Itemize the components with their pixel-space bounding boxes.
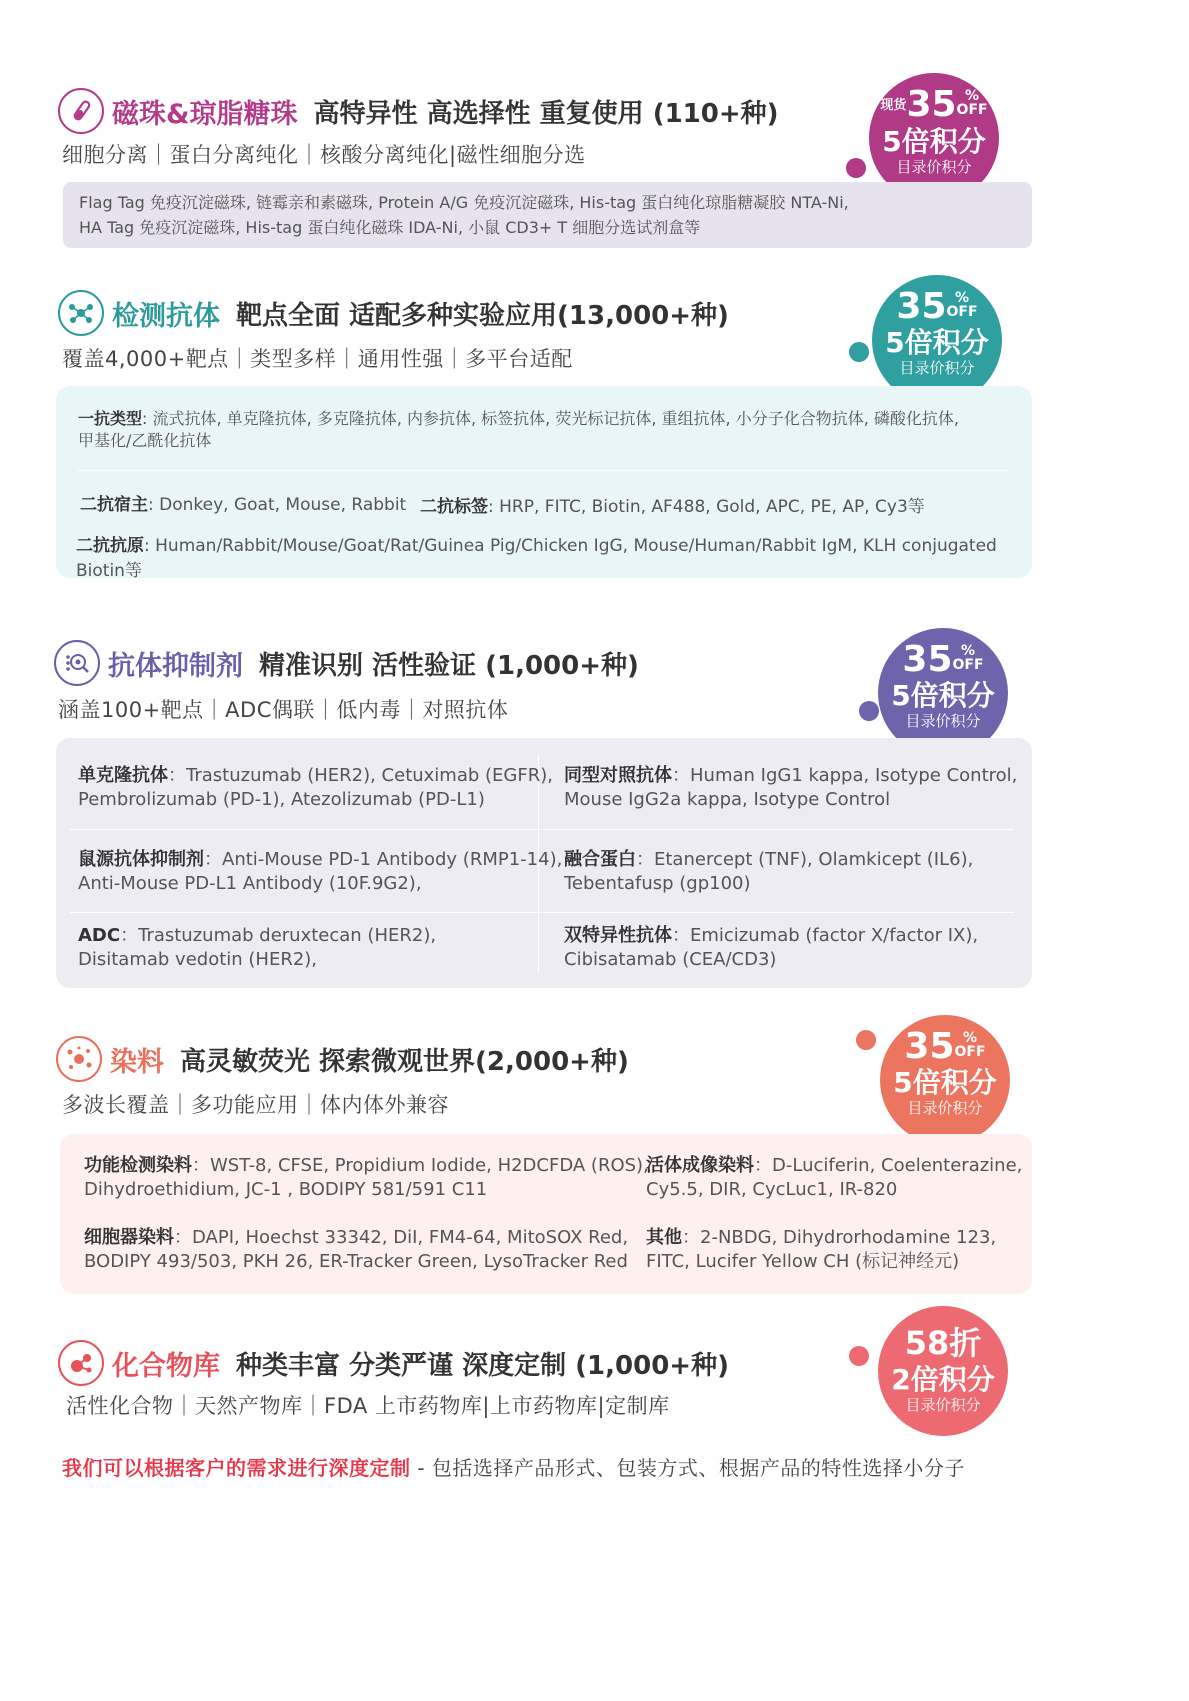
decor-dot: [859, 701, 879, 721]
badge-percent: 35: [902, 639, 953, 680]
secondary-antigen: 二抗抗原: Human/Rabbit/Mouse/Goat/Rat/Guinea Pig/Chicken IgG, Mouse/Human/Rabbit IgM, KLH conjugated Biotin等: [76, 536, 997, 581]
customization-note: [62, 1452, 965, 1481]
discount-badge: [878, 1306, 1008, 1436]
product-cell: 双特异性抗体：Emicizumab (factor X/factor IX), Cibisatamab (CEA/CD3): [564, 925, 979, 970]
product-line: Flag Tag 免疫沉淀磁珠, 链霉亲和素磁珠, Protein A/G 免疫沉淀磁珠, His-tag 蛋白纯化琼脂糖凝胶 NTA-Ni,: [79, 193, 849, 212]
category-title: 染料: [110, 1046, 164, 1078]
badge-note: 目录价积分: [905, 1396, 981, 1414]
divider: [78, 470, 1008, 471]
badge-percent: 35: [906, 84, 957, 125]
badge-points: 2倍积分: [891, 1363, 995, 1396]
section-header-inhibitors: [54, 640, 639, 686]
category-title: 化合物库: [112, 1350, 220, 1382]
divider: [70, 912, 1014, 913]
badge-percent: 35: [904, 1026, 955, 1067]
molecule-icon: [58, 290, 104, 336]
product-line: HA Tag 免疫沉淀磁珠, His-tag 蛋白纯化磁珠 IDA-Ni, 小鼠 CD3+ T 细胞分选试剂盒等: [79, 218, 701, 237]
badge-points: 5倍积分: [891, 679, 995, 712]
badge-points: 5倍积分: [893, 1066, 997, 1099]
discount-badge: 35 % OFF 5倍积分 目录价积分: [880, 1015, 1010, 1145]
badge-off: OFF: [952, 657, 984, 673]
product-box: [63, 182, 1032, 248]
category-features: 多波长覆盖｜多功能应用｜体内体外兼容: [62, 1093, 449, 1117]
flask-icon: [58, 1340, 104, 1386]
product-cell: 鼠源抗体抑制剂：Anti-Mouse PD-1 Antibody (RMP1-14), Anti-Mouse PD-L1 Antibody (10F.9G2),: [78, 849, 563, 894]
decor-dot: [856, 1030, 876, 1050]
category-tagline: 高特异性 高选择性 重复使用 (110+种): [313, 98, 779, 129]
badge-percent: 35: [896, 286, 947, 327]
category-title: 抗体抑制剂: [108, 650, 243, 682]
secondary-host: 二抗宿主: Donkey, Goat, Mouse, Rabbit: [80, 495, 407, 515]
badge-off: OFF: [946, 304, 978, 320]
product-cell: 同型对照抗体：Human IgG1 kappa, Isotype Control, Mouse IgG2a kappa, Isotype Control: [564, 765, 1018, 810]
section-header-antibodies: [58, 290, 729, 336]
test-tube-icon: [58, 88, 104, 134]
product-grid: [56, 738, 1032, 988]
section-header-beads: [58, 88, 779, 134]
badge-off: OFF: [954, 1044, 986, 1060]
category-tagline: 精准识别 活性验证 (1,000+种): [259, 650, 639, 681]
badge-note: 目录价积分: [896, 158, 972, 176]
badge-note: 目录价积分: [899, 359, 975, 377]
primary-antibody-types-cont: 甲基化/乙酰化抗体: [78, 431, 212, 450]
section-header-dyes: [56, 1036, 629, 1082]
badge-points: 5倍积分: [885, 326, 989, 359]
product-cell: 活体成像染料：D-Luciferin, Coelenterazine, Cy5.5, DIR, CycLuc1, IR-820: [646, 1155, 1023, 1200]
search-magnifier-icon: [54, 640, 100, 686]
badge-prefix: 现货: [880, 98, 907, 113]
discount-badge: 现货35 % OFF 5倍积分 目录价积分: [869, 73, 999, 203]
category-title: 检测抗体: [112, 300, 220, 332]
product-grid: [60, 1134, 1032, 1294]
category-title: 磁珠&琼脂糖珠: [112, 98, 298, 130]
product-cell: 其他：2-NBDG, Dihydrorhodamine 123, FITC, Lucifer Yellow CH (标记神经元): [646, 1227, 997, 1272]
fluorescence-icon: [56, 1036, 102, 1082]
category-features: 覆盖4,000+靶点｜类型多样｜通用性强｜多平台适配: [62, 347, 573, 371]
product-cell: 单克隆抗体：Trastuzumab (HER2), Cetuximab (EGFR), Pembrolizumab (PD-1), Atezolizumab (PD-L1): [78, 765, 553, 810]
category-tagline: 靶点全面 适配多种实验应用(13,000+种): [236, 300, 729, 331]
badge-note: 目录价积分: [907, 1099, 983, 1117]
discount-badge: 35 % OFF 5倍积分 目录价积分: [872, 275, 1002, 405]
discount-badge: 35 % OFF 5倍积分 目录价积分: [878, 628, 1008, 758]
decor-dot: [846, 158, 866, 178]
badge-discount: 58折: [904, 1324, 982, 1362]
product-cell: ADC：Trastuzumab deruxtecan (HER2), Disitamab vedotin (HER2),: [78, 925, 437, 970]
product-cell: 功能检测染料：WST-8, CFSE, Propidium Iodide, H2DCFDA (ROS), Dihydroethidium, JC-1 , BODIPY 581/591 C11: [84, 1155, 649, 1200]
product-cell: 融合蛋白：Etanercept (TNF), Olamkicept (IL6), Tebentafusp (gp100): [564, 849, 974, 894]
primary-antibody-types: 一抗类型: 流式抗体, 单克隆抗体, 多克隆抗体, 内参抗体, 标签抗体, 荧光标记抗体, 重组抗体, 小分子化合物抗体, 磷酸化抗体,: [78, 409, 959, 428]
category-tagline: 高灵敏荧光 探索微观世界(2,000+种): [180, 1046, 629, 1077]
product-cell: 细胞器染料：DAPI, Hoechst 33342, DiI, FM4-64, MitoSOX Red, BODIPY 493/503, PKH 26, ER-Tracker Green, LysoTracker Red: [84, 1227, 629, 1272]
decor-dot: [849, 342, 869, 362]
section-header-compounds: [58, 1340, 729, 1386]
badge-off: OFF: [956, 102, 988, 118]
divider: [70, 829, 1014, 830]
category-features: 涵盖100+靶点｜ADC偶联｜低内毒｜对照抗体: [58, 698, 509, 722]
customization-details: - 包括选择产品形式、包装方式、根据产品的特性选择小分子: [410, 1456, 965, 1480]
category-features: 活性化合物｜天然产物库｜FDA 上市药物库|上市药物库|定制库: [66, 1394, 670, 1418]
badge-points: 5倍积分: [882, 125, 986, 158]
category-tagline: 种类丰富 分类严谨 深度定制 (1,000+种): [236, 1350, 729, 1381]
badge-note: 目录价积分: [905, 712, 981, 730]
decor-dot: [849, 1346, 869, 1366]
customization-highlight: 我们可以根据客户的需求进行深度定制: [62, 1456, 411, 1480]
category-features: 细胞分离｜蛋白分离纯化｜核酸分离纯化|磁性细胞分选: [62, 143, 586, 167]
secondary-tag: 二抗标签: HRP, FITC, Biotin, AF488, Gold, APC, PE, AP, Cy3等: [420, 497, 925, 517]
product-box: [56, 386, 1032, 581]
